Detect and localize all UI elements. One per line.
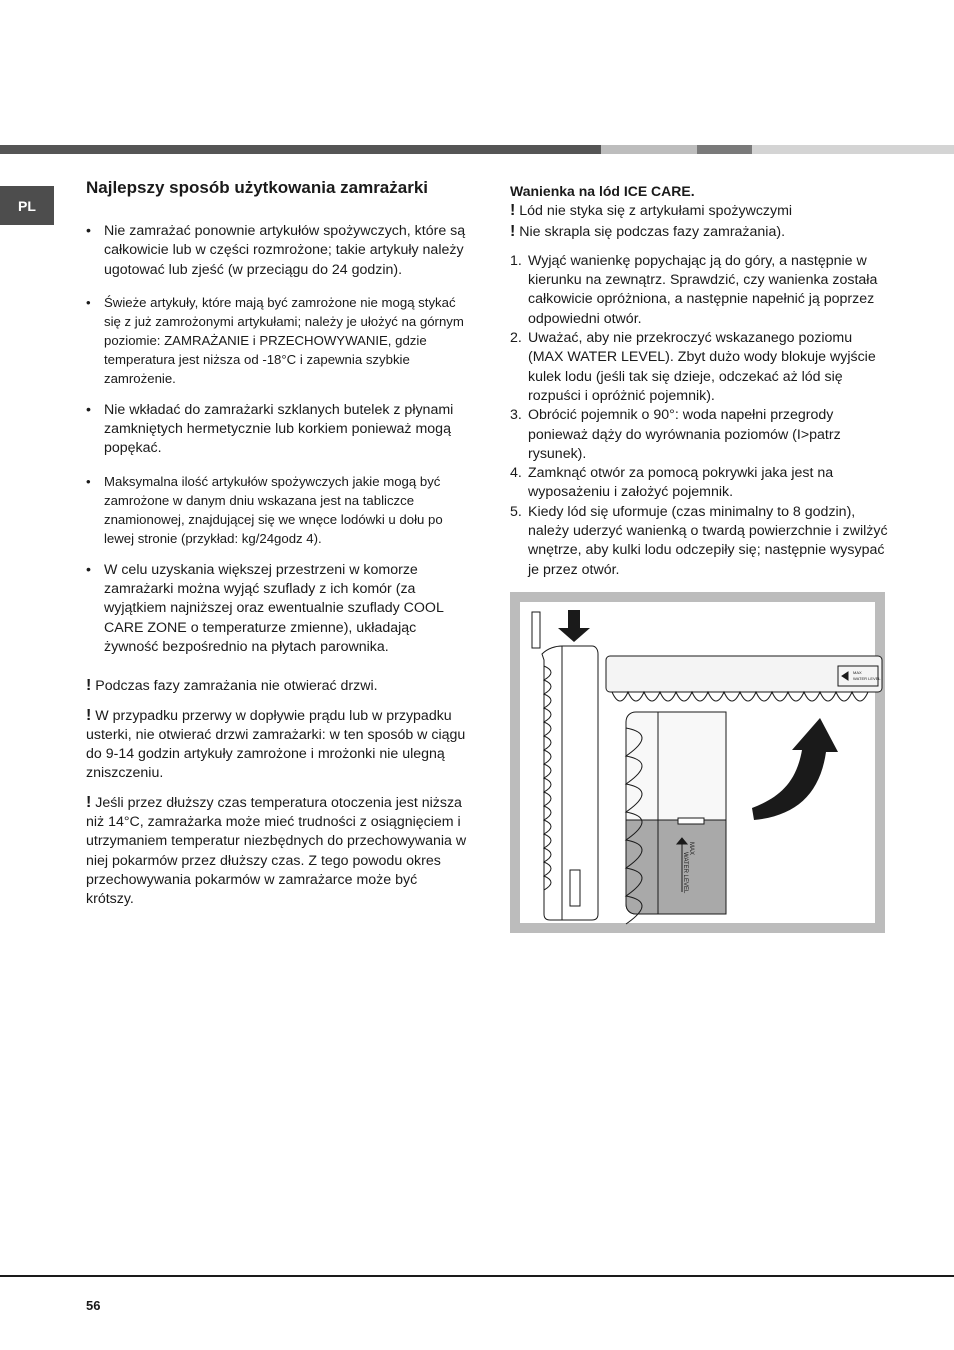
- header-bar-light: [752, 145, 954, 154]
- step-item: [510, 503, 890, 580]
- filled-tray-icon: [626, 712, 726, 924]
- ice-care-title: Wanienka na lód ICE CARE.: [510, 183, 695, 199]
- warning-text: W przypadku przerwy w dopływie prądu lub w przypadku usterki, nie otwierać drzwi zamrażarki: w ten sposób w ciągu do 9-14 godzin artykuły zamrożone i mrożonki nie ulegną zniszczeniu.: [86, 707, 466, 782]
- warning-note: [86, 706, 468, 784]
- warning-mark: !: [86, 706, 92, 724]
- section-title: Najlepszy sposób użytkowania zamrażarki: [86, 178, 429, 197]
- ice-care-warning: [510, 201, 890, 221]
- step-text: Zamknąć otwór za pomocą pokrywki jaka jest na wyposażeniu i założyć pojemnik.: [528, 465, 834, 501]
- ice-tray-drawing: [520, 602, 881, 923]
- header-bar-mid-dark: [697, 145, 752, 154]
- header-bar-dark: [0, 145, 601, 154]
- step-item: [510, 406, 890, 464]
- list-item: • W celu uzyskania większej przestrzeni w komorze zamrażarki można wyjąć szuflady z ich komór (za wyjątkiem najniższej oraz ewentualnie szuflady COOL CARE ZONE o temperaturze zmienne), układając żywność bezpośrednio na płytach parownika.: [86, 561, 468, 657]
- step-item: [510, 252, 890, 329]
- steps-list: [510, 252, 890, 580]
- list-item: • Świeże artykuły, które mają być zamrożone nie mogą stykać się z już zamrożonymi artykułami; należy je ułożyć na górnym poziomie: ZAMRAŻANIE i PRZECHOWYWANIE, gdzie temperatura jest niższa od -18°C i zapewnia szybkie zamrożenie.: [86, 293, 468, 388]
- horizontal-tray-icon: [606, 656, 882, 701]
- rotate-arrow-icon: [752, 718, 838, 820]
- right-column: [510, 182, 890, 580]
- warning-text: Podczas fazy zamrażania nie otwierać drzwi.: [95, 678, 378, 695]
- step-text: Obrócić pojemnik o 90°: woda napełni przegrody ponieważ dąży do wyrównania poziomów (I>patrz rysunek).: [528, 407, 841, 462]
- warning-text: Nie skrapla się podczas fazy zamrażania).: [519, 223, 786, 240]
- max-label-side: MAX: [688, 842, 694, 856]
- down-arrow-icon: [558, 610, 590, 642]
- step-item: [510, 464, 890, 503]
- step-number: 3.: [510, 407, 522, 424]
- list-item: • Maksymalna ilość artykułów spożywczych jakie mogą być zamrożone w danym dniu wskazana jest na tabliczce znamionowej, znajdującej się we wnęce lodówki u dołu po lewej stronie (przykład: kg/24godz 4).: [86, 472, 468, 548]
- tips-list: [86, 222, 468, 657]
- list-item: • Nie zamrażać ponownie artykułów spożywczych, które są całkowicie lub w części rozmrożone; takie artykuły należy ugotować lub zjeść (w przeciągu do 24 godzin).: [86, 222, 468, 280]
- list-item: • Nie wkładać do zamrażarki szklanych butelek z płynami zamkniętych hermetycznie lub korkiem ponieważ mogą popękać.: [86, 401, 468, 459]
- warning-mark: !: [86, 677, 92, 695]
- water-level-label-top: WATER LEVEL: [853, 676, 881, 681]
- step-text: Uważać, aby nie przekroczyć wskazanego poziomu (MAX WATER LEVEL). Zbyt dużo wody blokuje wyjście kulek lodu (jeśli tak się dzieje, odczekać aż lód się rozpuści i opróżnić pojemnik).: [528, 330, 876, 404]
- step-text: Kiedy lód się uformuje (czas minimalny to 8 godzin), należy uderzyć wanienką o twardą powierzchnie i zwilżyć wnętrze, aby kulki lodu odczepiły się; następnie wysypać je przez otwór.: [528, 503, 888, 578]
- page-number: 56: [86, 1298, 101, 1313]
- step-number: 1.: [510, 252, 522, 269]
- water-level-label-side: WATER LEVEL: [682, 852, 688, 894]
- warning-text: Jeśli przez dłuższy czas temperatura otoczenia jest niższa niż 14°C, zamrażarka może mieć trudności z osiągnięciem i utrzymaniem temperatur niezbędnych do przechowywania w niej pokarmów przez dłuższy czas. Z tego powodu okres przechowywania pokarmów w zamrażarce może być krótszy.: [86, 794, 467, 908]
- step-number: 4.: [510, 465, 522, 482]
- step-item: [510, 329, 890, 406]
- warning-note: [86, 676, 468, 696]
- warning-mark: !: [510, 202, 516, 220]
- warning-note: [86, 793, 468, 910]
- warning-text: Lód nie styka się z artykułami spożywczymi: [519, 203, 793, 220]
- header-bar-mid: [601, 145, 697, 154]
- warning-mark: !: [86, 793, 92, 811]
- vertical-tray-icon: [532, 612, 598, 920]
- ice-care-warning: [510, 222, 890, 242]
- language-tab: PL: [0, 186, 54, 225]
- step-text: Wyjąć wanienkę popychając ją do góry, a następnie w kierunku na zewnątrz. Sprawdzić, czy wanienka została całkowicie opróżniona, a następnie napełnić ją poprzez odpowiedni otwór.: [528, 252, 878, 327]
- left-column: [86, 176, 468, 919]
- step-number: 2.: [510, 330, 522, 347]
- footer-rule: [0, 1275, 954, 1277]
- ice-tray-illustration: [510, 592, 885, 933]
- warning-mark: !: [510, 222, 516, 240]
- max-label-top: MAX: [853, 670, 862, 675]
- step-number: 5.: [510, 503, 522, 520]
- illustration-canvas: [520, 602, 881, 923]
